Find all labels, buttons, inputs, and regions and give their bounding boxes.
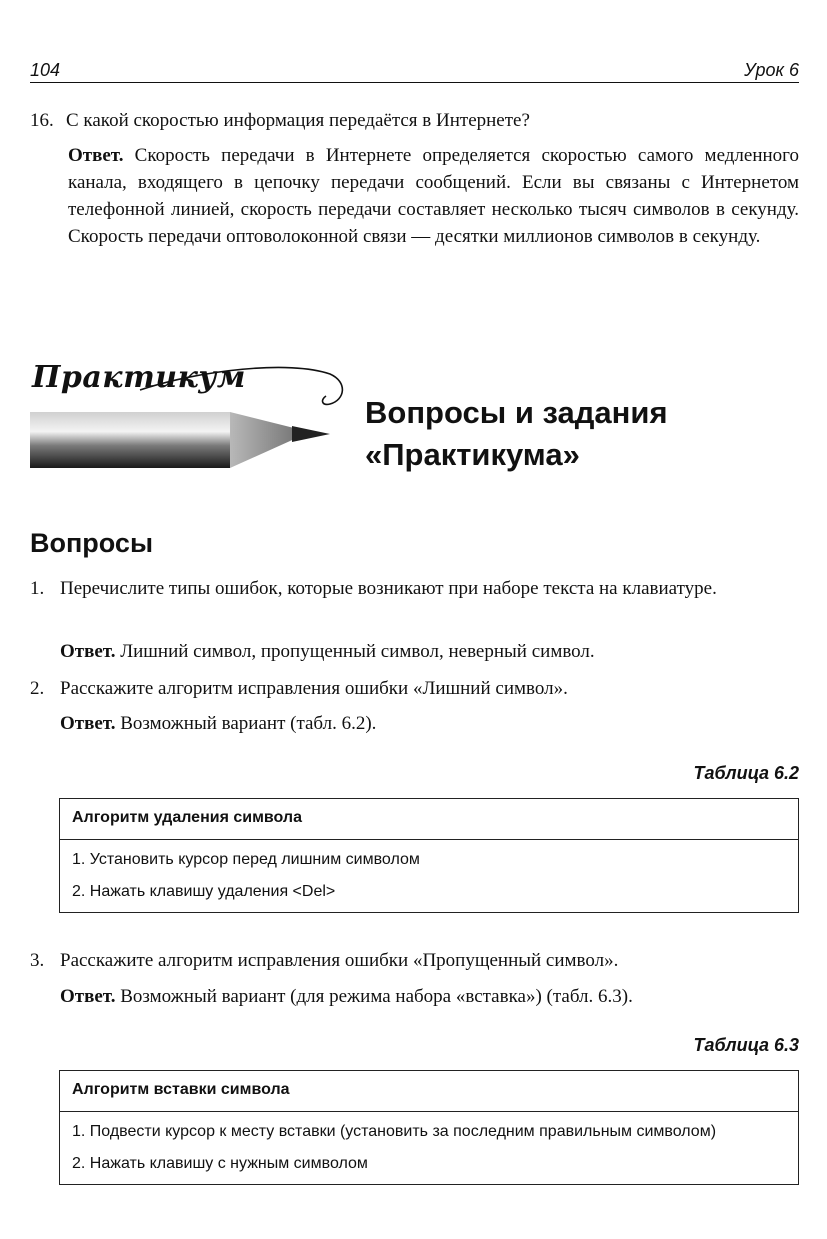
table-6-2 <box>59 798 799 913</box>
question-text: Расскажите алгоритм исправления ошибки «Пропущенный символ». <box>60 950 619 971</box>
question-number: 3. <box>30 950 45 971</box>
question-text: Расскажите алгоритм исправления ошибки «Лишний символ». <box>60 678 568 699</box>
question-1 <box>30 575 799 602</box>
praktikum-banner <box>30 360 360 480</box>
question-number: 16. <box>30 110 54 131</box>
banner-title <box>365 392 668 476</box>
answer-text: Лишний символ, пропущенный символ, неверный символ. <box>120 641 595 662</box>
praktikum-logo-text: Практикум <box>32 360 246 395</box>
table-header: Алгоритм удаления символа <box>60 799 799 840</box>
question-number: 2. <box>30 678 45 699</box>
page-number: 104 <box>30 60 61 80</box>
answer-3 <box>60 983 799 1010</box>
answer-text: Скорость передачи в Интернете определяется скоростью самого медленного канала, входящего в цепочку передачи сообщений. Если вы связаны с Интернетом телефонной линией, скорость передачи составляет несколько тысяч символов в секунду. Скорость передачи оптоволоконной связи — десятки миллионов символов в секунду. <box>68 145 800 247</box>
answer-label: Ответ. <box>60 641 116 662</box>
table-caption: Таблица 6.2 <box>693 763 799 783</box>
answer-16 <box>68 142 799 250</box>
table-caption: Таблица 6.3 <box>693 1035 799 1055</box>
page-header <box>30 58 799 83</box>
section-title: Вопросы <box>30 528 154 558</box>
table-6-3 <box>59 1070 799 1185</box>
table-row: 1. Подвести курсор к месту вставки (установить за последним правильным символом) <box>60 1112 799 1149</box>
banner-title-line-2: «Практикума» <box>365 437 580 472</box>
question-16 <box>30 107 799 134</box>
answer-label: Ответ. <box>60 713 116 734</box>
question-number: 1. <box>30 578 45 599</box>
table-row: 2. Нажать клавишу удаления <Del> <box>60 876 799 913</box>
question-text: Перечислите типы ошибок, которые возникают при наборе текста на клавиатуре. <box>60 578 717 599</box>
answer-text: Возможный вариант (для режима набора «вставка») (табл. 6.3). <box>120 986 633 1007</box>
question-text: С какой скоростью информация передаётся в Интернете? <box>66 110 530 131</box>
table-row: 1. Установить курсор перед лишним символом <box>60 840 799 877</box>
answer-2 <box>60 710 799 737</box>
table-header: Алгоритм вставки символа <box>60 1071 799 1112</box>
answer-1 <box>60 638 799 665</box>
answer-label: Ответ. <box>60 986 116 1007</box>
banner-title-line-1: Вопросы и задания <box>365 395 668 430</box>
question-2 <box>30 675 799 702</box>
answer-text: Возможный вариант (табл. 6.2). <box>120 713 377 734</box>
answer-label: Ответ. <box>68 145 124 166</box>
question-3 <box>30 947 799 974</box>
table-row: 2. Нажать клавишу с нужным символом <box>60 1148 799 1185</box>
lesson-label: Урок 6 <box>744 60 799 80</box>
